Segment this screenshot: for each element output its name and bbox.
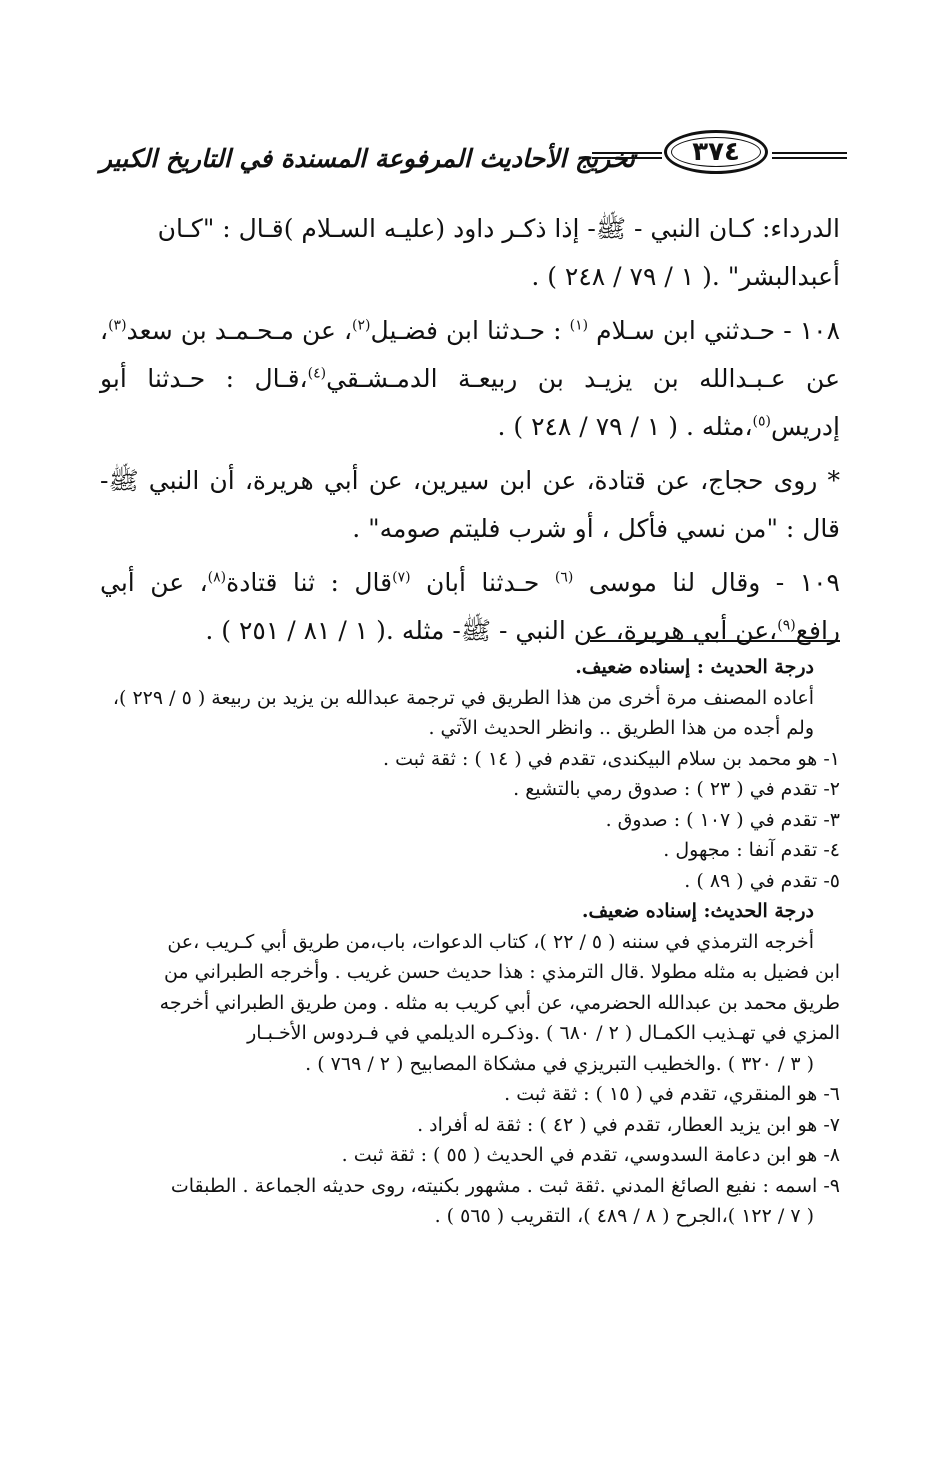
footnote-ref: (٣) <box>108 317 127 334</box>
footnotes <box>104 652 840 1232</box>
text-run: ،مثله . ( ١ / ٧٩ / ٢٤٨ ) . <box>497 412 753 441</box>
text-run: ،قـال : حـدثنا أبو إدريس <box>100 364 840 441</box>
text-run: ١٠٩ - وقال لنا موسى <box>588 568 840 597</box>
footnote-ref: (١) <box>569 317 589 334</box>
hadith-grade: درجة الحديث : إسناده ضعيف. <box>575 656 814 678</box>
footnote-line: المزي في تهـذيب الكمـال ( ٢ / ٦٨٠ ) .وذكـره الديلمي في فـردوس الأخـبـار <box>247 1022 840 1044</box>
footnote-ref: (٧) <box>392 569 411 586</box>
footnote-9-continuation: ( ٧ / ١٢٢ )،الجرح ( ٨ / ٤٨٩ )، التقريب ( ٥٦٥ ) . <box>434 1205 814 1227</box>
footnote-1: ١- هو محمد بن سلام البيكندى، تقدم في ( ١٤ ) : ثقة ثبت . <box>383 747 840 770</box>
footnote-ref: (٤) <box>307 365 327 382</box>
main-text <box>100 205 840 661</box>
text-run: : حـدثنا ابن فضـيل <box>370 316 562 345</box>
page-header <box>92 130 847 192</box>
footnote-ref: (٥) <box>752 413 772 430</box>
footnote-7: ٧- هو ابن يزيد العطار، تقدم في ( ٤٢ ) : ثقة له أفراد . <box>417 1113 840 1136</box>
hadith-grade: درجة الحديث: إسناده ضعيف. <box>581 900 814 922</box>
page-number-badge <box>664 130 768 174</box>
footnote-ref: (٢) <box>352 317 371 334</box>
footnote-line: ابن فضيل به مثله مطولا .قال الترمذي : هذا حديث حسن غريب . وأخرجه الطبراني من <box>163 961 840 983</box>
footnote-line: طريق محمد بن عبدالله الحضرمي، عن أبي كريب به مثله . ومن طريق الطبراني أخرجه <box>159 991 840 1014</box>
header-rule-left <box>592 152 662 159</box>
footnote-line: أعاده المصنف مرة أخرى من هذا الطريق في ترجمة عبدالله بن يزيد بن ربيعة ( ٥ / ٢٢٩ )، <box>112 686 814 709</box>
footnote-5: ٥- تقدم في ( ٨٩ ) . <box>684 869 840 892</box>
text-run: قال : ثنا قتادة <box>226 568 393 597</box>
paragraph-continuation <box>100 205 840 301</box>
footnote-ref: (٨) <box>207 569 227 586</box>
footnote-9: ٩- اسمه : نفيع الصائغ المدني .ثقة ثبت . مشهور بكنيته، روى حديثه الجماعة . الطبقات <box>170 1174 840 1197</box>
footnote-ref: (٦) <box>554 569 574 586</box>
footnote-4: ٤- تقدم آنفا : مجهول . <box>663 839 840 861</box>
running-title: تخريج الأحاديث المرفوعة المسندة في التاريخ الكبير <box>99 144 635 173</box>
footnote-2: ٢- تقدم في ( ٢٣ ) : صدوق رمي بالتشيع . <box>513 778 840 800</box>
text-run: ، عن عـبـدالله بن يزيـد بن ربيعـة الدمـشـقي <box>100 316 840 393</box>
paragraph-line: الدرداء: كـان النبي - ﷺ- إذا ذكـر داود (عليـه السـلام )قـال : "كـان <box>157 214 840 243</box>
text-run: ،عن أبي هريرة، عن النبي - ﷺ- مثله .( ١ / ٨١ / ٢٥١ ) . <box>205 616 778 645</box>
footnote-6: ٦- هو المنقري، تقدم في ( ١٥ ) : ثقة ثبت . <box>504 1083 840 1105</box>
narration-note: * روى حجاج، عن قتادة، عن ابن سيرين، عن أبي هريرة، أن النبي ﷺ- قال : "من نسي فأكل ، أو شرب فليتم صومه" . <box>100 466 840 543</box>
text-run: ، عن مـحـمـد بن سعد <box>126 316 353 345</box>
paragraph-line: أعبدالبشر" .( ١ / ٧٩ / ٢٤٨ ) . <box>531 262 840 291</box>
footnote-ref: (٩) <box>777 617 796 634</box>
footnote-3: ٣- تقدم في ( ١٠٧ ) : صدوق . <box>605 808 840 831</box>
hadith-108 <box>100 307 840 451</box>
page-number: ٣٧٤ <box>692 137 740 167</box>
footnote-line: ولم أجده من هذا الطريق .. وانظر الحديث الآتي . <box>428 717 814 739</box>
footnote-8: ٨- هو ابن دعامة السدوسي، تقدم في الحديث ( ٥٥ ) : ثقة ثبت . <box>341 1144 840 1166</box>
text-run: حـدثنا أبان <box>426 568 540 597</box>
footnote-divider <box>590 640 840 642</box>
text-run: ١٠٨ - حـدثني ابن سـلام <box>596 316 841 345</box>
footnote-line: أخرجه الترمذي في سننه ( ٥ / ٢٢ )، كتاب الدعوات، باب،من طريق أبي كـريب ،عن <box>167 930 814 953</box>
footnote-line: ( ٣ / ٣٢٠ ) .والخطيب التبريزي في مشكاة المصابيح ( ٢ / ٧٦٩ ) . <box>305 1052 814 1075</box>
header-rule-right <box>772 152 847 159</box>
text-run: ، عن أبي رافع <box>100 568 840 645</box>
